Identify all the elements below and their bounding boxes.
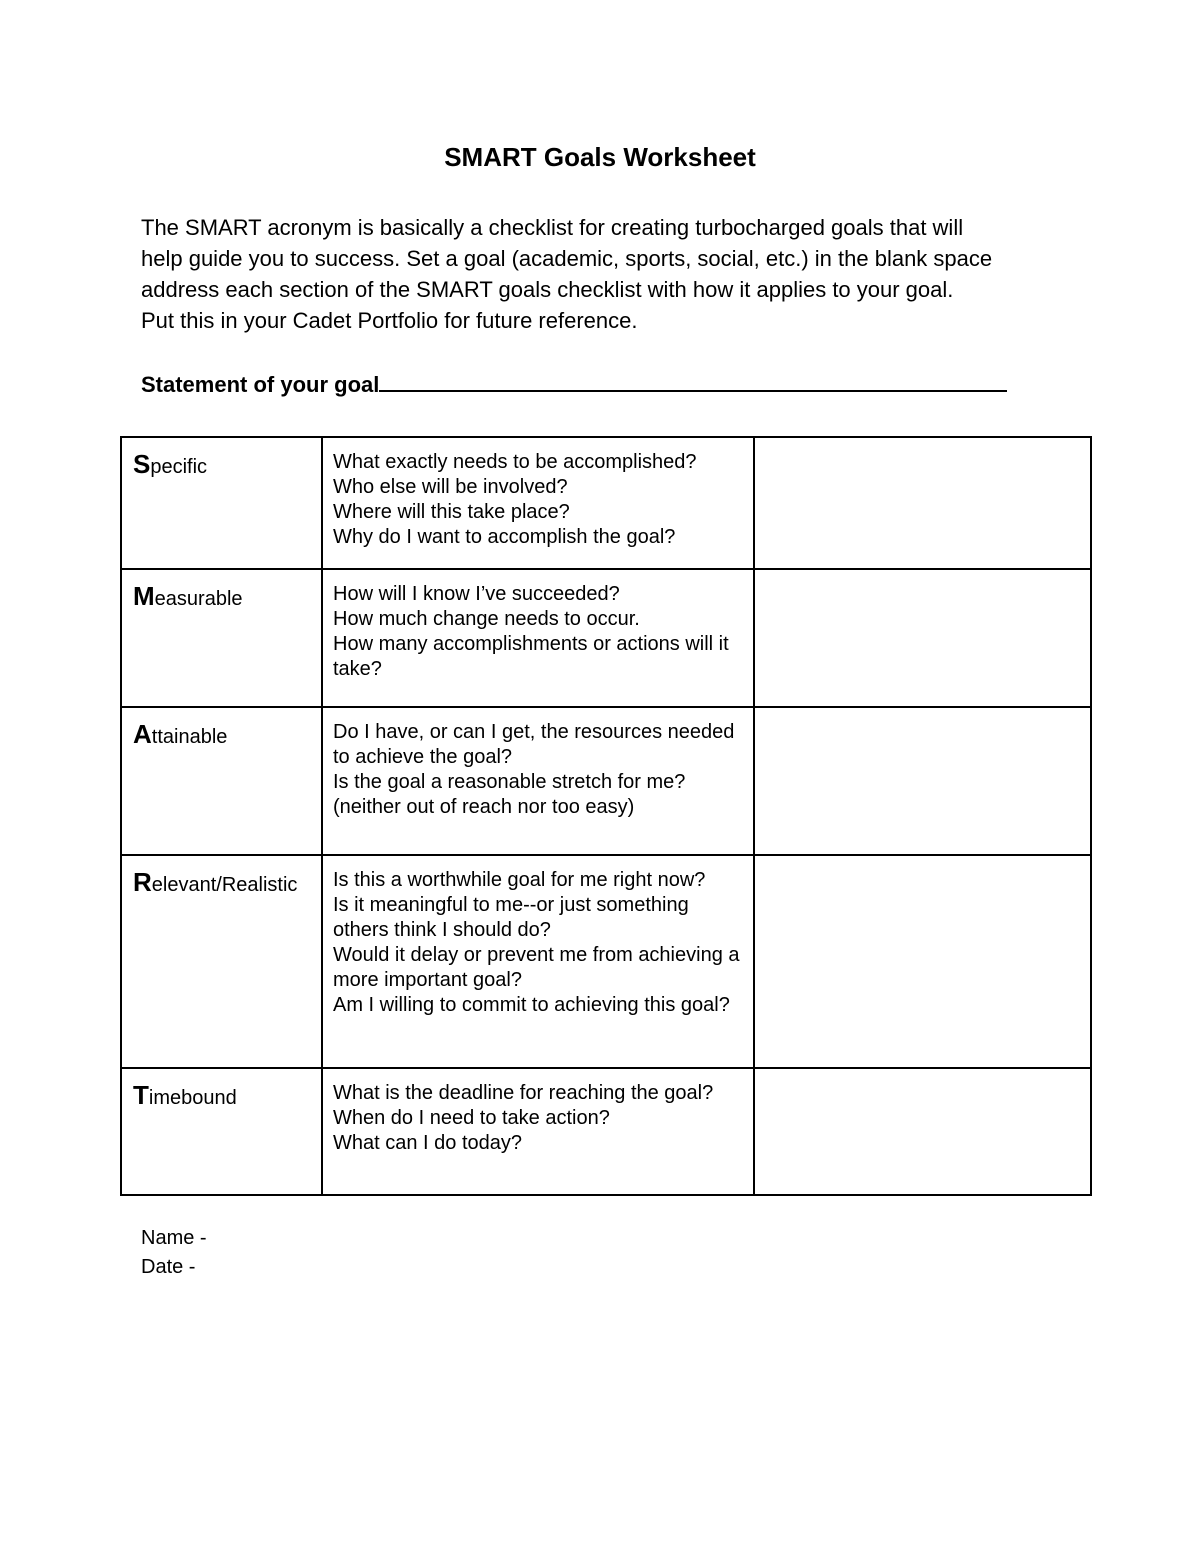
term-rest: pecific — [150, 456, 208, 478]
footer — [141, 1224, 207, 1282]
term-label — [122, 856, 321, 897]
page-title: SMART Goals Worksheet — [444, 142, 756, 172]
answer-cell-measurable[interactable] — [754, 569, 1091, 707]
term-rest: easurable — [154, 588, 243, 610]
term-initial-letter: A — [133, 719, 152, 749]
term-label — [122, 708, 321, 749]
question-text: What can I do today? — [333, 1132, 523, 1154]
goal-statement-blank-line[interactable] — [379, 368, 1007, 392]
term-label — [122, 438, 321, 479]
question-text: Do I have, or can I get, the resources needed to achieve the goal? — [333, 721, 735, 768]
smart-goals-table — [120, 436, 1092, 1196]
intro-line: help guide you to success. Set a goal (academic, sports, social, etc.) in the blank space — [141, 246, 993, 271]
question-text: How will I know I’ve succeeded? — [333, 583, 620, 605]
term-label — [122, 570, 321, 611]
answer-cell-attainable[interactable] — [754, 707, 1091, 855]
question-text: Is it meaningful to me--or just something others think I should do? — [333, 894, 689, 941]
term-cell — [121, 855, 322, 1068]
table-row-measurable — [121, 569, 1091, 707]
question-text: What exactly needs to be accomplished? — [333, 451, 697, 473]
answer-cell-timebound[interactable] — [754, 1068, 1091, 1195]
term-rest: ttainable — [151, 726, 228, 748]
term-initial-letter: S — [133, 449, 151, 479]
table-row-relevant-realistic — [121, 855, 1091, 1068]
question-text: Who else will be involved? — [333, 476, 568, 498]
question-text: (neither out of reach nor too easy) — [333, 796, 635, 818]
name-label: Name - — [141, 1227, 207, 1249]
term-cell — [121, 707, 322, 855]
goal-statement-label: Statement of your goal — [141, 372, 380, 397]
term-rest: imebound — [148, 1087, 237, 1109]
term-label — [122, 1069, 321, 1110]
intro-line: address each section of the SMART goals checklist with how it applies to your goal. — [141, 277, 954, 302]
question-text: Is the goal a reasonable stretch for me? — [333, 771, 686, 793]
question-text: What is the deadline for reaching the goal? — [333, 1082, 714, 1104]
question-text: Am I willing to commit to achieving this goal? — [333, 994, 730, 1016]
question-text: Why do I want to accomplish the goal? — [333, 526, 676, 548]
questions-cell — [322, 1068, 754, 1195]
question-text: How many accomplishments or actions will it take? — [333, 633, 729, 680]
term-cell — [121, 437, 322, 569]
question-text: How much change needs to occur. — [333, 608, 640, 630]
questions-cell — [322, 855, 754, 1068]
question-text: Where will this take place? — [333, 501, 570, 523]
question-text: Is this a worthwhile goal for me right now? — [333, 869, 706, 891]
questions-cell — [322, 437, 754, 569]
term-initial-letter: M — [133, 581, 155, 611]
term-rest: elevant/Realistic — [151, 874, 298, 896]
term-cell — [121, 569, 322, 707]
intro-line: Put this in your Cadet Portfolio for future reference. — [141, 308, 638, 333]
table-row-attainable — [121, 707, 1091, 855]
table-row-specific — [121, 437, 1091, 569]
term-initial-letter: R — [133, 867, 152, 897]
table-row-timebound — [121, 1068, 1091, 1195]
questions-cell — [322, 569, 754, 707]
answer-cell-relevant-realistic[interactable] — [754, 855, 1091, 1068]
term-initial-letter: T — [133, 1080, 149, 1110]
intro-paragraph — [141, 212, 1081, 336]
date-label: Date - — [141, 1256, 196, 1278]
intro-line: The SMART acronym is basically a checklist for creating turbocharged goals that will — [141, 215, 964, 240]
questions-cell — [322, 707, 754, 855]
answer-cell-specific[interactable] — [754, 437, 1091, 569]
question-text: When do I need to take action? — [333, 1107, 610, 1129]
question-text: Would it delay or prevent me from achieving a more important goal? — [333, 944, 740, 991]
goal-statement — [141, 368, 1007, 400]
term-cell — [121, 1068, 322, 1195]
